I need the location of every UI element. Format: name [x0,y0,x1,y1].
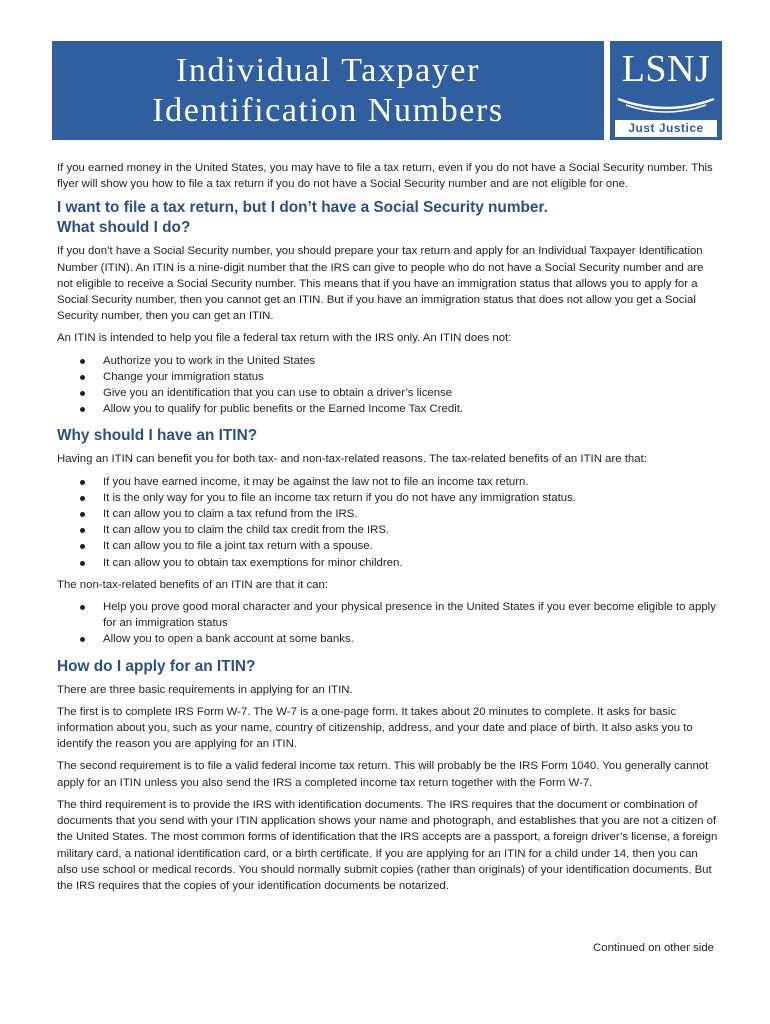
page-title-line-1: Individual Taxpayer [175,51,481,89]
list-item: It can allow you to obtain tax exemptions for minor children. [103,555,719,571]
paragraph: Having an ITIN can benefit you for both tax- and non-tax-related reasons. The tax-related benefits of an ITIN are that: [57,453,647,466]
paragraph: There are three basic requirements in applying for an ITIN. [57,683,353,696]
paragraph: The second requirement is to file a valid federal income tax return. This will probably be the IRS Form 1040. You generally cannot apply for an ITIN unless you also send the IRS a completed income tax return together with the Form W-7. [57,760,709,789]
logo-text: LSNJ [621,48,711,90]
list-item: Give you an identification that you can use to obtain a driver’s license [103,385,719,401]
flyer-body [57,160,719,900]
list-item: Authorize you to work in the United States [103,353,719,369]
continued-note: Continued on other side [593,942,714,954]
list-item: It can allow you to file a joint tax return with a spouse. [103,538,719,554]
logo-tagline: Just Justice [615,120,717,137]
itin-does-not-list [57,353,719,418]
list-item: Help you prove good moral character and your physical presence in the United States if you ever become eligible to apply for an immigration status [103,599,719,631]
lsnj-logo [610,41,722,140]
intro-paragraph: If you earned money in the United States, you may have to file a tax return, even if you do not have a Social Security number. This flyer will show you how to file a tax return if you do not have a Social Security number and are not eligible for one. [57,162,713,191]
page-title-line-2: Identification Numbers [152,91,504,129]
section-heading-no-ssn [57,198,719,238]
tax-benefits-list [57,474,719,571]
title-banner [52,41,604,140]
paragraph: The third requirement is to provide the IRS with identification documents. The IRS requires that the document or combination of documents that you send with your ITIN application shows your name and photograph, and establishes that you are not a citizen of the United States. The most common forms of identification that the IRS accepts are a passport, a foreign driver’s license, a foreign military card, a national identification card, or a birth certificate. If you are applying for an ITIN for a child under 14, then you can also use school or medical records. You should normally submit copies (rather than originals) of your identification documents. But the IRS requires that the copies of your identification documents be notarized. [57,798,718,892]
list-item: Allow you to open a bank account at some banks. [103,631,719,647]
heading-line-1: I want to file a tax return, but I don’t have a Social Security number. [57,199,548,217]
paragraph: If you don’t have a Social Security number, you should prepare your tax return and apply for an Individual Taxpayer Identification Number (ITIN). An ITIN is a nine-digit number that the IRS can give to people who do not have a Social Security number and are not eligible to receive a Social Security number. This means that if you have an immigration status that allows you to apply for a Social Security number, then you cannot get an ITIN. But if you have an immigration status that does not allow you get a Social Security number, then you can get an ITIN. [57,245,704,323]
paragraph: The first is to complete IRS Form W-7. The W-7 is a one-page form. It takes about 20 minutes to complete. It asks for basic information about you, such as your name, country of citizenship, address, and your date and place of birth. It also asks you to identify the reason you are applying for an ITIN. [57,705,693,751]
list-item: It is the only way for you to file an income tax return if you do not have any immigration status. [103,490,719,506]
non-tax-benefits-list [57,599,719,648]
swoosh-icon [616,95,716,115]
paragraph: An ITIN is intended to help you file a federal tax return with the IRS only. An ITIN does not: [57,332,512,345]
list-item: It can allow you to claim the child tax credit from the IRS. [103,522,719,538]
list-item: If you have earned income, it may be against the law not to file an income tax return. [103,474,719,490]
paragraph: The non-tax-related benefits of an ITIN are that it can: [57,578,328,591]
section-heading-why: Why should I have an ITIN? [57,427,258,445]
list-item: It can allow you to claim a tax refund from the IRS. [103,506,719,522]
list-item: Change your immigration status [103,369,719,385]
heading-line-2: What should I do? [57,219,191,237]
list-item: Allow you to qualify for public benefits or the Earned Income Tax Credit. [103,401,719,417]
section-heading-how: How do I apply for an ITIN? [57,657,256,675]
